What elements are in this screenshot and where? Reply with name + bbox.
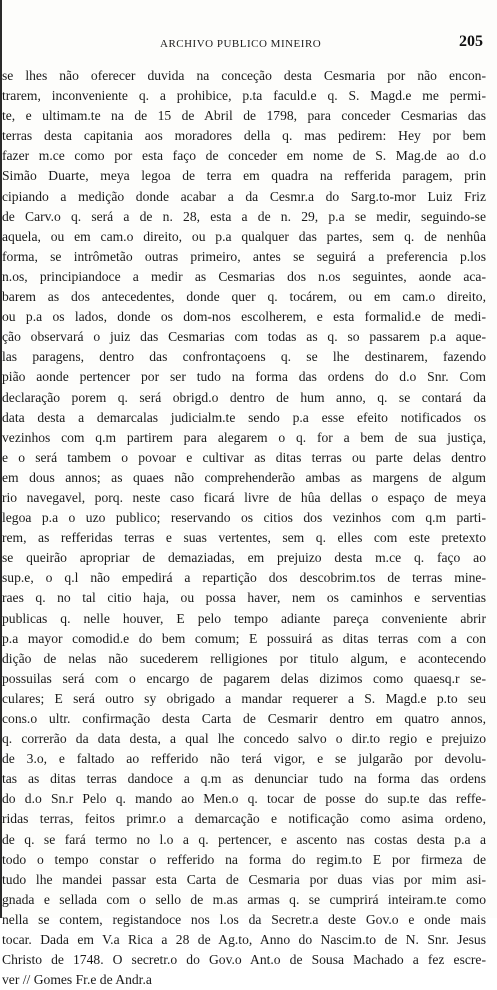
page-number: 205 xyxy=(459,33,483,50)
text-line: te, e ultimam.te na de 15 de Abril de 1798, para conceder Cesmarias das xyxy=(2,108,486,124)
text-line: trarem, inconveniente q. a prohibice, p.ta faculd.e q. S. Magd.e me permi- xyxy=(2,88,486,104)
text-line: raes q. no tal citio haja, ou possa haver, nem os caminhos e serventias xyxy=(2,590,486,606)
text-line: sup.e, o q.l não empedirá a repartição dos descobrim.tos de terras mine- xyxy=(2,570,486,586)
text-line: pião aonde pertencer por ser tudo na forma das ordens do d.o Snr. Com xyxy=(2,369,486,385)
text-line: em dous annos; as quaes não comprehenderão ambas as margens de algum xyxy=(2,469,486,485)
text-line: gnada e sellada com o sello de m.as armas q. se cumprirá inteiram.te como xyxy=(2,891,486,907)
text-line: e o será tambem o povoar e cultivar as ditas terras ou parte delas dentro xyxy=(2,449,486,465)
text-line: n.os, principiandoce a medir as Cesmarias dos n.os seguintes, aonde aca- xyxy=(2,268,486,284)
text-line: legoa p.a o uzo publico; reservando os citios dos vezinhos com q.m parti- xyxy=(2,510,486,526)
text-line: nella se contem, registandoce nos l.os da Secretr.a deste Gov.o e onde mais xyxy=(2,911,486,927)
text-line: cons.o ultr. confirmação desta Carta de Cesmarir dentro em quatro annos, xyxy=(2,711,486,726)
text-line: forma, se intrômetão outras primeiro, antes se seguirá a preferencia p.los xyxy=(2,248,486,264)
running-header-title: ARCHIVO PUBLICO MINEIRO xyxy=(160,38,322,50)
text-line: cipiando a medição donde acabar a da Cesmr.a do Sarg.to-mor Luiz Friz xyxy=(2,188,486,204)
text-line: Simão Duarte, meya legoa de terra em quadra na refferida paragem, prin xyxy=(2,168,486,184)
text-line: Christo de 1748. O secretr.o do Gov.o Ant.o de Sousa Machado a fez escre- xyxy=(2,952,486,968)
text-line: todo o tempo constar o refferido na forma do regim.to E por firmeza de xyxy=(2,851,486,867)
text-line: barem as dos antecedentes, donde quer q. tocárem, ou em cam.o direito, xyxy=(2,289,486,305)
text-line: de 3.o, e faltado ao refferido não terá vigor, e se julgarão por devolu- xyxy=(2,751,486,767)
body-text xyxy=(0,66,490,990)
text-line: q. correrão da data desta, a qual lhe concedo salvo o dir.to regio e prejuizo xyxy=(2,731,486,747)
text-line: se queirão apropriar de demaziadas, em prejuizo desta m.ce q. faço ao xyxy=(2,550,486,566)
text-line: declaração porem q. será obrigd.o dentro de hum anno, q. se contará da xyxy=(2,389,486,405)
text-line: las paragens, dentro das confrontaçoens q. se lhe destinarem, fazendo xyxy=(2,349,486,365)
text-line: se lhes não oferecer duvida na conceção desta Cesmaria por não encon- xyxy=(2,68,486,83)
text-line: fazer m.ce como por esta faço de conceder em nome de S. Mag.de ao d.o xyxy=(2,148,486,164)
text-line: de Carv.o q. será a de n. 28, esta a de n. 29, p.a se medir, seguindo-se xyxy=(2,208,486,224)
text-line: de q. se fará termo no l.o a q. pertencer, e ascento nas costas desta p.a a xyxy=(2,831,486,847)
text-line: tocar. Dada em V.a Rica a 28 de Ag.to, Anno do Nascim.to de N. Snr. Jesus xyxy=(2,932,486,948)
text-line: tudo lhe mandei passar esta Carta de Cesmaria por duas vias por mim asi- xyxy=(2,871,486,887)
text-line: culares; E será outro sy obrigado a mandar requerer a S. Magd.e p.to seu xyxy=(2,690,486,706)
text-line: tas as ditas terras dandoce a q.m as denunciar tudo na forma das ordens xyxy=(2,771,486,787)
text-line: possuilas será com o encargo de pagarem delas dizimos como quaesq.r se- xyxy=(2,670,486,686)
text-line: dição de nelas não sucederem relligiones por titulo algum, e acontecendo xyxy=(2,650,486,666)
text-line: publicas q. nelle houver, E pelo tempo adiante pareça conveniente abrir xyxy=(2,610,486,626)
text-line: data desta a demarcalas judicialm.te sendo p.a esse efeito notificados os xyxy=(2,409,486,425)
text-line: rio navegavel, porq. neste caso ficará livre de hûa dellas o espaço de meya xyxy=(2,489,486,505)
text-line: ver // Gomes Fr.e de Andr.a xyxy=(2,972,152,988)
text-line: ridas terras, feitos primr.o a demarcação e notificação como asima ordeno, xyxy=(2,811,486,827)
text-line: p.a mayor comodid.e do bem comum; E possuirá as ditas terras com a con xyxy=(2,630,486,646)
text-line: do d.o Sn.r Pelo q. mando ao Men.o q. tocar de posse do sup.te das reffe- xyxy=(2,791,486,807)
text-line: terras desta capitania aos moradores della q. mas pedirem: Hey por bem xyxy=(2,128,486,144)
running-header xyxy=(0,33,497,56)
text-line: ou p.a os lados, donde os dom-nos escolherem, e esta formalid.e de medi- xyxy=(2,309,486,325)
text-line: ção observará o juiz das Cesmarias com todas as q. so passarem p.a aque- xyxy=(2,329,486,345)
text-line: rem, as refferidas terras e suas vertentes, sem q. elles com este pretexto xyxy=(2,530,486,546)
text-line: vezinhos com q.m partirem para alegarem o q. for a bem de sua justiça, xyxy=(2,429,486,445)
text-line: aquela, ou em cam.o direito, ou p.a qualquer das partes, sem q. de nenhûa xyxy=(2,228,486,244)
